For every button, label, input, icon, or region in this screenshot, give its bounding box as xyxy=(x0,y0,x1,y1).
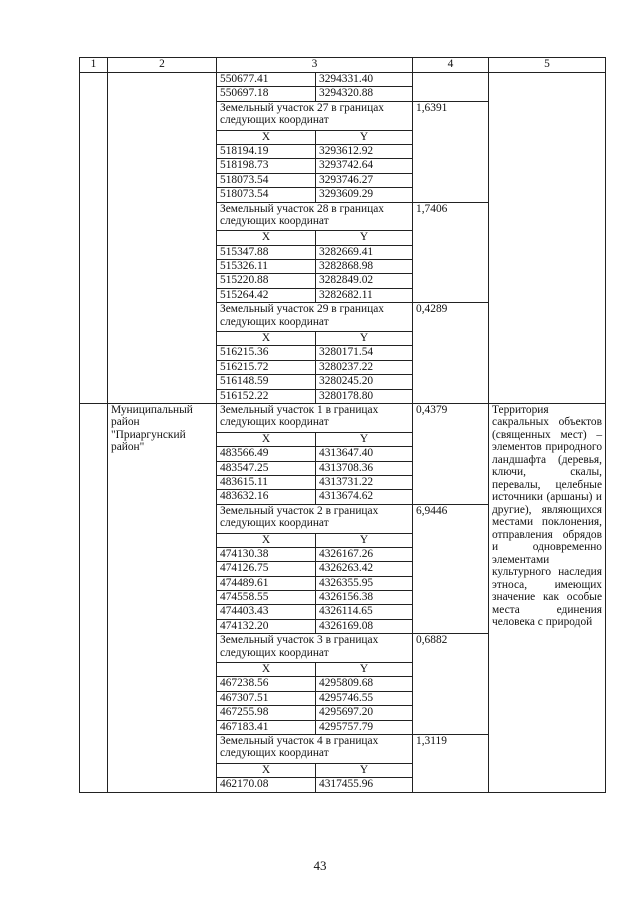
area-empty xyxy=(413,73,489,102)
coordinate-x: 474132.20 xyxy=(217,619,316,633)
column-header-1: 1 xyxy=(80,58,108,73)
plot-title: Земельный участок 27 в границах следующих координат xyxy=(217,101,413,130)
coordinate-y: 4295697.20 xyxy=(316,706,413,720)
coord-header-x: X xyxy=(217,533,316,547)
column-header-5: 5 xyxy=(489,58,606,73)
row-number xyxy=(80,73,108,404)
coordinate-y: 3294331.40 xyxy=(316,73,413,87)
plot-title: Земельный участок 28 в границах следующих координат xyxy=(217,202,413,231)
coordinate-y: 4313708.36 xyxy=(316,461,413,475)
coordinate-y: 3280178.80 xyxy=(316,389,413,403)
territory-description: Территория сакральных объектов (священных мест) – элементов природного ландшафта (деревья, ключи, скалы, перевалы, целебные источники (аршаны) и другие), являющихся местами поклонения, отправления обрядов и одновременно элементами культурного наследия этноса, имеющих значение как особые места единения человека с природой xyxy=(489,403,606,792)
coord-header-x: X xyxy=(217,130,316,144)
coord-header-x: X xyxy=(217,231,316,245)
coord-header-y: Y xyxy=(316,763,413,777)
coordinate-y: 3280245.20 xyxy=(316,375,413,389)
coordinate-x: 483615.11 xyxy=(217,475,316,489)
coordinate-y: 3282849.02 xyxy=(316,274,413,288)
plot-area-ha: 1,6391 xyxy=(413,101,489,202)
coordinate-x: 467255.98 xyxy=(217,706,316,720)
coordinate-x: 483547.25 xyxy=(217,461,316,475)
coordinate-y: 4326167.26 xyxy=(316,547,413,561)
coordinate-y: 4326355.95 xyxy=(316,576,413,590)
plot-title: Земельный участок 1 в границах следующих координат xyxy=(217,403,413,432)
coordinate-x: 474126.75 xyxy=(217,562,316,576)
coordinate-y: 3282669.41 xyxy=(316,245,413,259)
plot-area-ha: 0,6882 xyxy=(413,634,489,735)
coordinate-x: 474403.43 xyxy=(217,605,316,619)
coordinate-x: 515326.11 xyxy=(217,260,316,274)
coordinate-x: 516148.59 xyxy=(217,375,316,389)
plot-title-row xyxy=(80,403,606,417)
coord-header-y: Y xyxy=(316,533,413,547)
coordinate-x: 483632.16 xyxy=(217,490,316,504)
coord-header-y: Y xyxy=(316,332,413,346)
coordinate-x: 516152.22 xyxy=(217,389,316,403)
coordinate-x: 516215.36 xyxy=(217,346,316,360)
plot-area-ha: 6,9446 xyxy=(413,504,489,634)
land-plots-table xyxy=(79,57,606,793)
coord-header-x: X xyxy=(217,332,316,346)
coordinate-y: 3280171.54 xyxy=(316,346,413,360)
plot-title: Земельный участок 4 в границах следующих координат xyxy=(217,734,413,763)
coordinate-x: 483566.49 xyxy=(217,447,316,461)
row-number xyxy=(80,403,108,792)
municipal-district-name: Муниципальный район "Приаргунский район" xyxy=(108,403,217,792)
plot-area-ha: 1,3119 xyxy=(413,734,489,792)
coordinate-y: 3294320.88 xyxy=(316,87,413,101)
coordinate-x: 518073.54 xyxy=(217,188,316,202)
coordinate-y: 4295746.55 xyxy=(316,691,413,705)
description-cell xyxy=(489,73,606,404)
plot-area-ha: 0,4289 xyxy=(413,303,489,404)
coordinate-x: 467238.56 xyxy=(217,677,316,691)
coordinate-x: 467183.41 xyxy=(217,720,316,734)
coordinate-x: 467307.51 xyxy=(217,691,316,705)
coordinate-x: 474130.38 xyxy=(217,547,316,561)
coordinate-x: 474558.55 xyxy=(217,591,316,605)
coordinate-y: 4295757.79 xyxy=(316,720,413,734)
coordinate-y: 4326263.42 xyxy=(316,562,413,576)
coord-header-x: X xyxy=(217,763,316,777)
coordinate-y: 4326169.08 xyxy=(316,619,413,633)
coordinate-y: 3282868.98 xyxy=(316,260,413,274)
coordinate-y: 4326114.65 xyxy=(316,605,413,619)
coordinate-y: 4313647.40 xyxy=(316,447,413,461)
coordinate-y: 3282682.11 xyxy=(316,288,413,302)
coordinate-x: 550697.18 xyxy=(217,87,316,101)
coordinate-y: 3280237.22 xyxy=(316,360,413,374)
coordinate-x: 550677.41 xyxy=(217,73,316,87)
coordinate-y: 3293612.92 xyxy=(316,144,413,158)
page-number: 43 xyxy=(313,858,327,873)
coord-header-y: Y xyxy=(316,432,413,446)
coordinate-x: 515264.42 xyxy=(217,288,316,302)
coord-header-y: Y xyxy=(316,663,413,677)
plot-title: Земельный участок 29 в границах следующих координат xyxy=(217,303,413,332)
column-header-4: 4 xyxy=(413,58,489,73)
column-header-2: 2 xyxy=(108,58,217,73)
coordinate-y: 3293609.29 xyxy=(316,188,413,202)
coordinate-y: 4313731.22 xyxy=(316,475,413,489)
coordinate-y: 4313674.62 xyxy=(316,490,413,504)
coordinate-y: 3293746.27 xyxy=(316,173,413,187)
coordinate-y: 4317455.96 xyxy=(316,778,413,792)
coordinate-x: 516215.72 xyxy=(217,360,316,374)
coord-header-x: X xyxy=(217,432,316,446)
header-row xyxy=(80,58,606,73)
coordinate-x: 518194.19 xyxy=(217,144,316,158)
coordinate-y: 4326156.38 xyxy=(316,591,413,605)
coord-header-y: Y xyxy=(316,231,413,245)
coordinate-row xyxy=(80,73,606,87)
coord-header-x: X xyxy=(217,663,316,677)
plot-area-ha: 1,7406 xyxy=(413,202,489,303)
municipal-name-cell xyxy=(108,73,217,404)
coordinate-x: 518073.54 xyxy=(217,173,316,187)
coordinate-x: 515220.88 xyxy=(217,274,316,288)
coordinate-y: 3293742.64 xyxy=(316,159,413,173)
coordinate-y: 4295809.68 xyxy=(316,677,413,691)
column-header-3: 3 xyxy=(217,58,413,73)
plot-area-ha: 0,4379 xyxy=(413,403,489,504)
plot-title: Земельный участок 2 в границах следующих координат xyxy=(217,504,413,533)
coordinate-x: 474489.61 xyxy=(217,576,316,590)
coordinate-x: 462170.08 xyxy=(217,778,316,792)
plot-title: Земельный участок 3 в границах следующих координат xyxy=(217,634,413,663)
coordinate-x: 518198.73 xyxy=(217,159,316,173)
coordinate-x: 515347.88 xyxy=(217,245,316,259)
coord-header-y: Y xyxy=(316,130,413,144)
